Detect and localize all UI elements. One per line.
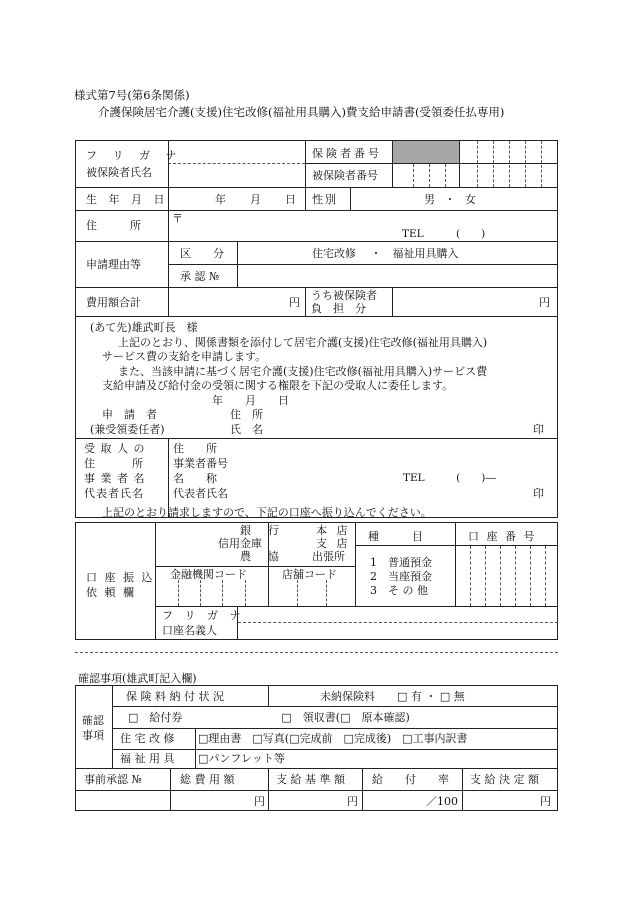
addressee: (あて先)雄武町長 様 [90, 321, 198, 334]
birth-year-suffix: 年 [215, 193, 226, 206]
account-number-label: 口 座 番 号 [468, 530, 537, 543]
category-options[interactable]: 住宅改修 ・ 福祉用具購入 [312, 247, 459, 260]
decision-amount-yen: 円 [540, 795, 551, 808]
sex-label: 性別 [312, 193, 338, 206]
tel-label: TEL [402, 228, 424, 240]
applicant-sub-label: (兼受領委任者) [90, 423, 165, 436]
col-total-cost: 総 費 用 額 [180, 773, 235, 786]
equipment-label: 福 祉 用 具 [120, 752, 175, 765]
insured-name-label: 被保険者氏名 [86, 166, 152, 179]
branch-type-branch: 支 店 [316, 537, 351, 550]
col-base-amount: 支 給 基 準 額 [276, 773, 345, 786]
holder-furigana-input[interactable] [240, 608, 556, 621]
account-kind-3[interactable]: 3 そ の 他 [370, 584, 428, 597]
account-number-input[interactable] [457, 548, 556, 604]
insured-number-input[interactable] [394, 165, 556, 186]
applicant-seal: 印 [533, 423, 544, 436]
branch-type-main: 本 店 [316, 524, 351, 537]
form-number: 様式第7号(第6条関係) [74, 88, 190, 102]
furigana-label: フ リ ガ ナ [86, 149, 183, 162]
bank-type-credit: 信用金庫 [218, 537, 262, 550]
premium-status-label: 保 険 料 納 付 状 況 [126, 690, 224, 703]
recipient-field-representative: 代表者氏名 [173, 487, 228, 500]
birth-month-suffix: 月 [250, 193, 261, 206]
bank-code-label: 金融機関コード [170, 568, 247, 581]
recipient-label-3: 事 業 者 名 [84, 472, 146, 485]
recipient-label-4: 代表者氏名 [84, 487, 144, 500]
birth-day-suffix: 日 [285, 193, 296, 206]
account-kind-2[interactable]: 2 当座預金 [370, 570, 432, 583]
approval-number-input[interactable] [239, 266, 555, 285]
burden-input[interactable] [394, 290, 534, 314]
recipient-field-name: 名 称 [173, 472, 217, 485]
transfer-section-label-2: 依 頼 欄 [86, 586, 136, 599]
branch-code-label: 店舗コード [282, 568, 337, 581]
recipient-field-address: 住 所 [173, 442, 217, 455]
declaration-date: 年 月 日 [212, 394, 289, 407]
applicant-address-input[interactable] [270, 406, 520, 420]
form-title: 介護保険居宅介護(支援)住宅改修(福祉用具購入)費支給申請書(受領委任払専用) [98, 105, 505, 119]
recipient-input-area[interactable] [240, 440, 540, 502]
furigana-input[interactable] [170, 143, 303, 162]
address-label: 住 所 [86, 219, 141, 232]
rate-suffix: ／100 [426, 795, 458, 808]
transfer-section-label-1: 口 座 振 込 [86, 571, 155, 584]
postal-mark: 〒 [172, 212, 183, 225]
account-kind-label: 種 目 [368, 530, 423, 543]
account-kind-1[interactable]: 1 普通預金 [370, 556, 432, 569]
address-input[interactable] [185, 213, 555, 227]
burden-yen: 円 [539, 296, 550, 309]
applicant-label: 申 請 者 [102, 408, 157, 421]
holder-name-input[interactable] [240, 624, 556, 638]
recipient-tel: TEL ( )― [403, 472, 496, 484]
recipient-seal: 印 [533, 487, 544, 500]
unpaid-premium[interactable]: 未納保険料 □ 有 ・ □ 無 [320, 690, 465, 703]
insurer-number-input[interactable] [460, 142, 556, 162]
burden-label-1: うち被保険者 [311, 289, 377, 302]
applicant-name-label: 氏 名 [230, 423, 263, 436]
voucher-receipt-checks[interactable]: □ 給付券 □ 領収書(□ 原本確認) [128, 711, 410, 724]
declaration-line-2: サービス費の支給を申請します。 [102, 350, 267, 363]
bank-type-agri: 農 協 [240, 550, 282, 563]
confirmation-side-label-2: 事項 [82, 729, 104, 742]
col-prior-approval: 事前承認 № [84, 773, 142, 786]
applicant-address-label: 住 所 [230, 408, 263, 421]
transfer-notice: 上記のとおり請求しますので、下記の口座へ振り込んでください。 [102, 506, 432, 519]
reason-label: 申請理由等 [86, 258, 141, 271]
sex-options[interactable]: 男 ・ 女 [424, 193, 479, 206]
holder-label: 口座名義人 [162, 624, 217, 637]
bank-code-input[interactable] [157, 582, 267, 604]
prior-approval-input[interactable] [77, 792, 169, 809]
col-decision-amount: 支 給 決 定 額 [470, 773, 539, 786]
holder-furigana-label: フ リ ガ ナ [162, 609, 245, 622]
category-label: 区 分 [180, 247, 224, 260]
declaration-line-4: 支給申請及び給付金の受領に関する権限を下記の受取人に委任します。 [102, 379, 454, 392]
renovation-label: 住 宅 改 修 [120, 732, 175, 745]
birthdate-label: 生 年 月 日 [86, 193, 169, 206]
tel-paren: ( ) [456, 228, 486, 240]
recipient-label-1: 受 取 人 の [84, 442, 146, 455]
recipient-label-2: 住 所 [84, 457, 144, 470]
declaration-line-1: 上記のとおり、関係書類を添付して居宅介護(支援)住宅改修(福祉用具購入) [118, 336, 488, 349]
cost-total-input[interactable] [170, 290, 290, 314]
equipment-checks[interactable]: □パンフレット等 [198, 752, 285, 765]
recipient-field-business-no: 事業者番号 [173, 457, 228, 470]
confirmation-side-label-1: 確認 [82, 714, 104, 727]
declaration-line-3: また、当該申請に基づく居宅介護(支援)住宅改修(福祉用具購入)サービス費 [118, 365, 488, 378]
confirmation-heading: 確認事項(雄武町記入欄) [78, 672, 197, 685]
insured-number-label: 被保険者番号 [312, 169, 378, 182]
burden-label-2: 負 担 分 [311, 302, 366, 315]
insurer-number-label: 保険者番号 [312, 147, 382, 160]
approval-number-label: 承 認 № [180, 270, 220, 283]
branch-code-input[interactable] [270, 582, 354, 604]
insurer-number-shaded [393, 141, 459, 163]
applicant-name-input[interactable] [270, 421, 520, 435]
col-rate: 給 付 率 [372, 773, 449, 786]
cost-total-yen: 円 [289, 296, 300, 309]
base-amount-yen: 円 [347, 795, 358, 808]
renovation-checks[interactable]: □理由書 □写真(□完成前 □完成後) □工事内訳書 [198, 732, 468, 745]
bank-type-bank: 銀 行 [240, 524, 282, 537]
total-cost-yen: 円 [254, 795, 265, 808]
cut-line [75, 652, 558, 653]
insured-name-input[interactable] [170, 165, 303, 185]
branch-type-office: 出張所 [312, 550, 345, 563]
cost-total-label: 費用額合計 [86, 296, 141, 309]
